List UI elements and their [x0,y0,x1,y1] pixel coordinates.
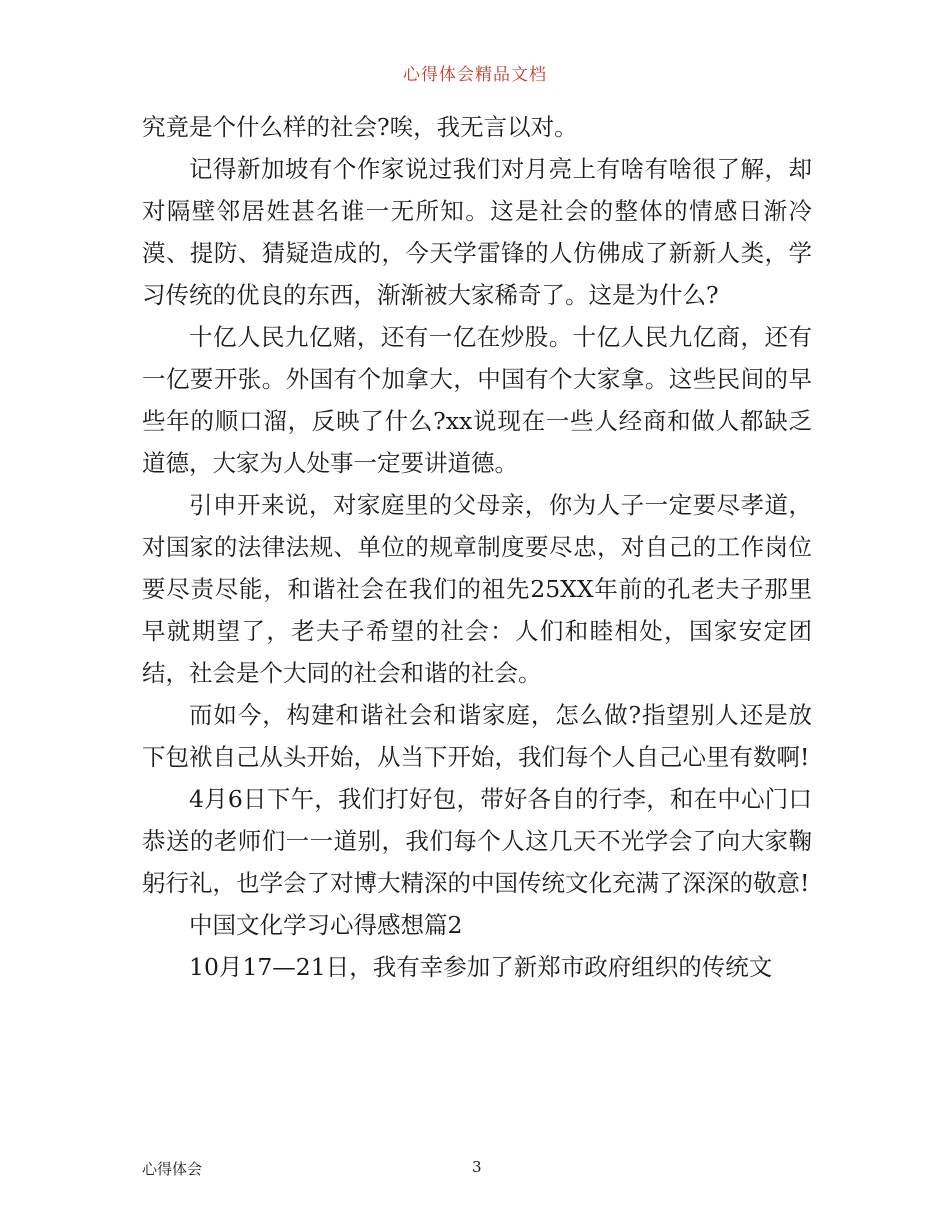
paragraph: 而如今，构建和谐社会和谐家庭，怎么做?指望别人还是放下包袱自己从头开始，从当下开始，我们每个人自己心里有数啊! [142,701,812,771]
paragraph: 10月17—21日，我有幸参加了新郑市政府组织的传统文 [189,953,773,981]
page-number: 3 [472,1158,482,1176]
paragraph: 究竟是个什么样的社会?唉，我无言以对。 [142,113,578,141]
page-header-title: 心得体会精品文档 [403,65,547,85]
paragraph: 引申开来说，对家庭里的父母亲，你为人子一定要尽孝道，对国家的法律法规、单位的规章制度要尽忠，对自己的工作岗位要尽责尽能，和谐社会在我们的祖先25XX年前的孔老夫子那里早就期望了，老夫子希望的社会：人们和睦相处，国家安定团结，社会是个大同的社会和谐的社会。 [142,491,812,687]
paragraph: 4月6日下午，我们打好包，带好各自的行李，和在中心门口恭送的老师们一一道别，我们每个人这几天不光学会了向大家鞠躬行礼，也学会了对博大精深的中国传统文化充满了深深的敬意! [142,785,812,897]
page-footer [142,1158,812,1182]
document-body [142,106,812,988]
footer-label: 心得体会 [142,1160,203,1178]
section-heading: 中国文化学习心得感想篇2 [189,911,463,939]
paragraph: 记得新加坡有个作家说过我们对月亮上有啥有啥很了解，却对隔壁邻居姓甚名谁一无所知。这是社会的整体的情感日渐冷漠、提防、猜疑造成的，今天学雷锋的人仿佛成了新新人类，学习传统的优良的东西，渐渐被大家稀奇了。这是为什么? [142,155,812,309]
paragraph: 十亿人民九亿赌，还有一亿在炒股。十亿人民九亿商，还有一亿要开张。外国有个加拿大，中国有个大家拿。这些民间的早些年的顺口溜，反映了什么?xx说现在一些人经商和做人都缺乏道德，大家为人处事一定要讲道德。 [142,323,812,477]
